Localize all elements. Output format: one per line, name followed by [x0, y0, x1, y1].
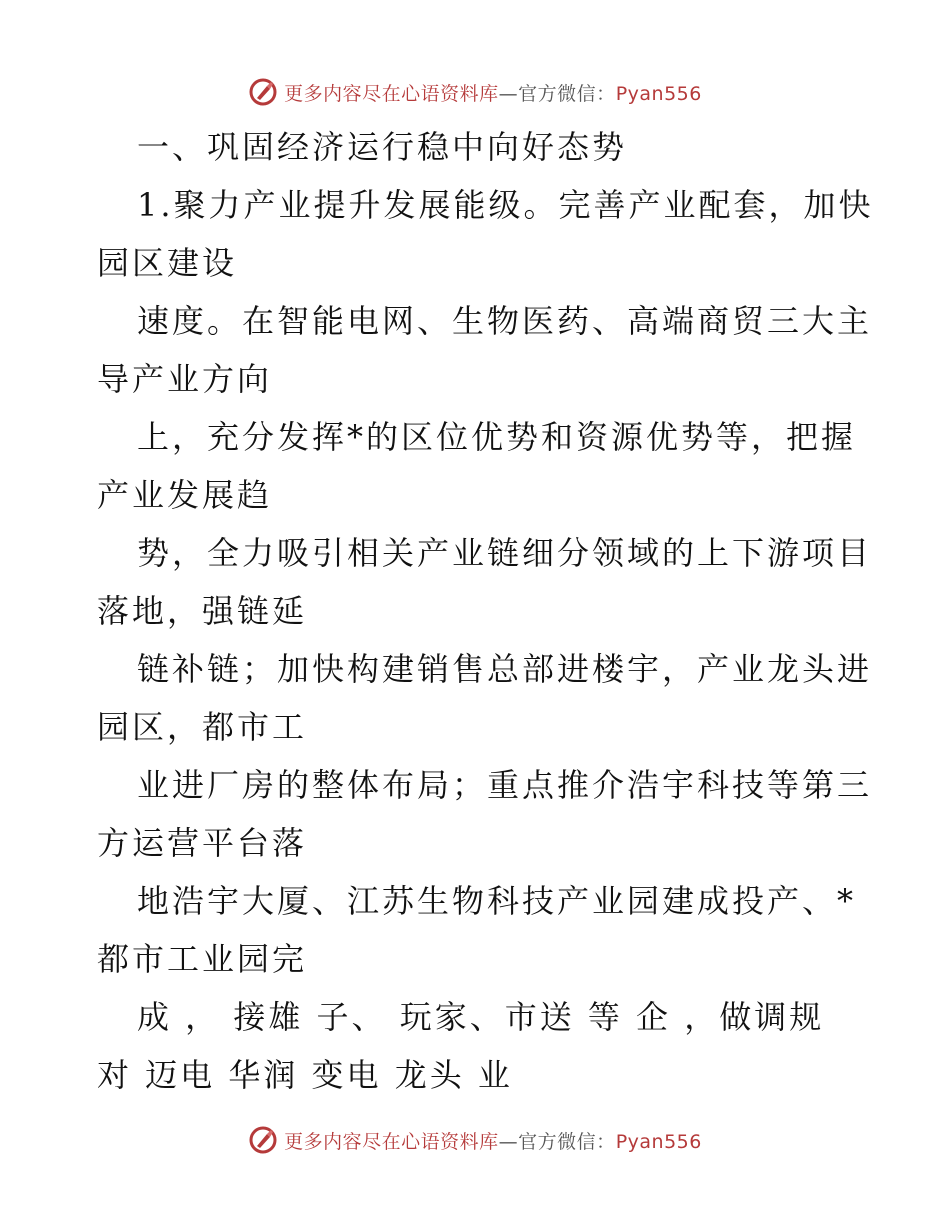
document-line: 产业发展趋	[97, 476, 273, 514]
document-line: 势，全力吸引相关产业链细分领域的上下游项目	[137, 534, 873, 572]
watermark-banner-bottom	[0, 1120, 950, 1160]
watermark-banner-top	[0, 72, 950, 112]
pen-seal-icon	[248, 1125, 278, 1155]
watermark-account-label: 官方微信：	[518, 82, 616, 105]
watermark-dash: —	[498, 82, 519, 105]
document-line: 一、巩固经济运行稳中向好态势	[137, 128, 628, 166]
document-line: 1.聚力产业提升发展能级。完善产业配套，加快	[137, 186, 874, 224]
document-line: 对 迈电 华润 变电 龙头 业	[97, 1056, 513, 1094]
watermark-dash: —	[498, 1130, 519, 1153]
document-line: 地浩宇大厦、江苏生物科技产业园建成投产、*	[137, 882, 857, 920]
document-line: 成 ， 接雄 子、 玩家、市送 等 企 ，做调规	[137, 998, 825, 1036]
pen-seal-icon	[248, 77, 278, 107]
document-line: 园区建设	[97, 244, 238, 282]
watermark-account: Pyan556	[615, 1130, 702, 1153]
document-line: 都市工业园完	[97, 940, 308, 978]
watermark-account: Pyan556	[615, 82, 702, 105]
watermark-account-label: 官方微信：	[518, 1130, 616, 1153]
watermark-text	[284, 79, 702, 106]
document-line: 上，充分发挥*的区位优势和资源优势等，把握	[137, 418, 857, 456]
document-line: 落地，强链延	[97, 592, 308, 630]
document-line: 园区，都市工	[97, 708, 308, 746]
document-body	[97, 118, 874, 1104]
watermark-text	[284, 1127, 702, 1154]
document-line: 速度。在智能电网、生物医药、高端商贸三大主	[137, 302, 873, 340]
document-line: 业进厂房的整体布局；重点推介浩宇科技等第三	[137, 766, 873, 804]
document-line: 导产业方向	[97, 360, 273, 398]
watermark-slogan: 更多内容尽在心语资料库	[284, 82, 499, 105]
document-line: 方运营平台落	[97, 824, 308, 862]
watermark-slogan: 更多内容尽在心语资料库	[284, 1130, 499, 1153]
document-line: 链补链；加快构建销售总部进楼宇，产业龙头进	[137, 650, 873, 688]
